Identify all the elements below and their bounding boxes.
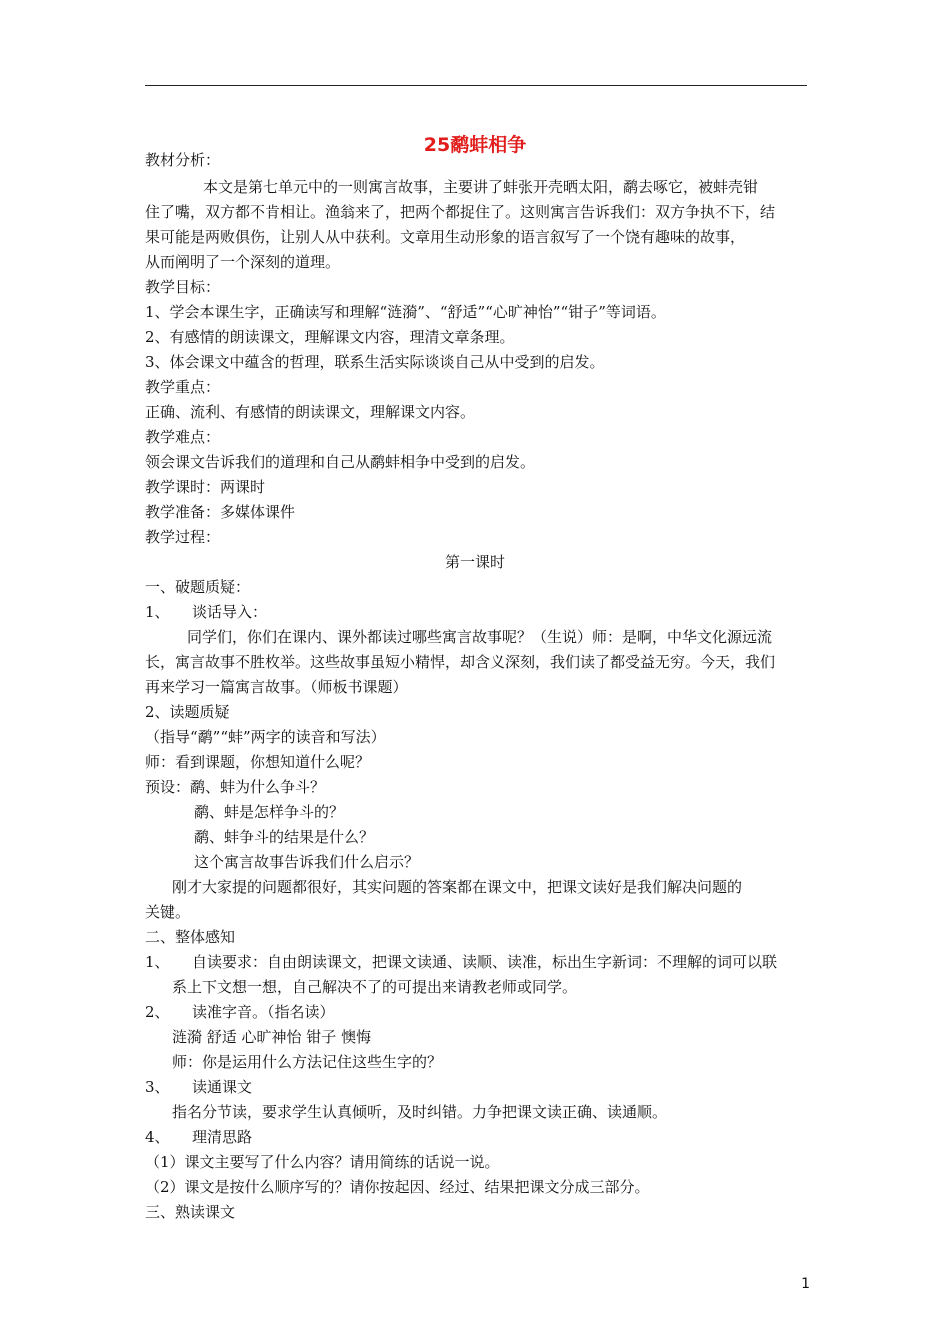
preset-question: 鹬、蚌争斗的结果是什么？ xyxy=(194,828,375,846)
list-text: 理清思路 xyxy=(192,1128,253,1146)
word-list: 涟漪 舒适 心旷神怡 钳子 懊悔 xyxy=(172,1028,372,1046)
teacher-question: 师：你是运用什么方法记住这些生字的？ xyxy=(172,1053,443,1071)
key-heading: 教学重点： xyxy=(145,378,221,396)
list-text: 读通课文 xyxy=(192,1078,253,1096)
sub-question: （1）课文主要写了什么内容？请用简练的话说一说。 xyxy=(145,1153,500,1171)
section-heading: 二、整体感知 xyxy=(145,928,236,946)
sub-question: （2）课文是按什么顺序写的？请你按起因、经过、结果把课文分成三部分。 xyxy=(145,1178,650,1196)
analysis-line: 住了嘴，双方都不肯相让。渔翁来了，把两个都捉住了。这则寓言告诉我们：双方争执不下，结 xyxy=(145,203,776,221)
key-text: 正确、流利、有感情的朗读课文，理解课文内容。 xyxy=(145,403,476,421)
analysis-line: 本文是第七单元中的一则寓言故事，主要讲了蚌张开壳晒太阳，鹬去啄它，被蚌壳钳 xyxy=(203,178,759,196)
list-number: 4、 xyxy=(145,1128,170,1146)
list-item xyxy=(145,1077,252,1097)
goal-item: 3、体会课文中蕴含的哲理，联系生活实际谈谈自己从中受到的启发。 xyxy=(145,353,605,371)
lesson-one-heading: 第一课时 xyxy=(444,553,505,571)
hours-text: 教学课时：两课时 xyxy=(145,478,266,496)
paragraph-line: 指名分节读，要求学生认真倾听，及时纠错。力争把课文读正确、读通顺。 xyxy=(172,1103,668,1121)
page-number: 1 xyxy=(801,1276,810,1292)
list-text: 谈话导入： xyxy=(192,603,268,621)
preset-question: 这个寓言故事告诉我们什么启示？ xyxy=(194,853,420,871)
paragraph-line: 关键。 xyxy=(145,903,191,921)
preset-question: 预设：鹬、蚌为什么争斗？ xyxy=(145,778,326,796)
header-rule xyxy=(145,85,807,86)
analysis-heading: 教材分析： xyxy=(145,151,221,169)
paragraph-line: 长，寓言故事不胜枚举。这些故事虽短小精悍，却含义深刻，我们读了都受益无穷。今天，我们 xyxy=(145,653,776,671)
section-heading: 三、熟读课文 xyxy=(145,1203,236,1221)
goal-item: 2、有感情的朗读课文，理解课文内容，理清文章条理。 xyxy=(145,328,515,346)
list-item: 2、读题质疑 xyxy=(145,703,230,721)
list-number: 1、 xyxy=(145,603,170,621)
section-heading: 一、破题质疑： xyxy=(145,578,251,596)
list-item xyxy=(145,1002,335,1022)
paragraph-line: 刚才大家提的问题都很好，其实问题的答案都在课文中，把课文读好是我们解决问题的 xyxy=(172,878,743,896)
list-text: 读准字音。（指名读） xyxy=(192,1003,335,1021)
list-number: 3、 xyxy=(145,1078,170,1096)
list-text: 自读要求：自由朗读课文，把课文读通、读顺、读准，标出生字新词：不理解的词可以联 xyxy=(192,953,778,971)
difficult-heading: 教学难点： xyxy=(145,428,221,446)
analysis-line: 果可能是两败俱伤，让别人从中获利。文章用生动形象的语言叙写了一个饶有趣味的故事， xyxy=(145,228,746,246)
process-heading: 教学过程： xyxy=(145,528,221,546)
list-number: 2、 xyxy=(145,1003,170,1021)
goals-heading: 教学目标： xyxy=(145,278,221,296)
difficult-text: 领会课文告诉我们的道理和自己从鹬蚌相争中受到的启发。 xyxy=(145,453,536,471)
prep-text: 教学准备：多媒体课件 xyxy=(145,503,296,521)
goal-item: 1、学会本课生字，正确读写和理解“涟漪”、“舒适”“心旷神怡”“钳子”等词语。 xyxy=(145,303,666,321)
guide-text: （指导“鹬”“蚌”两字的读音和写法） xyxy=(145,728,386,746)
list-number: 1、 xyxy=(145,953,170,971)
paragraph-line: 系上下文想一想，自己解决不了的可提出来请教老师或同学。 xyxy=(172,978,578,996)
preset-question: 鹬、蚌是怎样争斗的？ xyxy=(194,803,345,821)
analysis-line: 从而阐明了一个深刻的道理。 xyxy=(145,253,341,271)
lesson-title: 25鹬蚌相争 xyxy=(423,134,527,156)
paragraph-line: 同学们，你们在课内、课外都读过哪些寓言故事呢？（生说）师：是啊，中华文化源远流 xyxy=(187,628,773,646)
list-item xyxy=(145,1127,252,1147)
teacher-question: 师：看到课题，你想知道什么呢？ xyxy=(145,753,371,771)
paragraph-line: 再来学习一篇寓言故事。（师板书课题） xyxy=(145,678,408,696)
list-item xyxy=(145,952,777,972)
list-item xyxy=(145,602,267,622)
